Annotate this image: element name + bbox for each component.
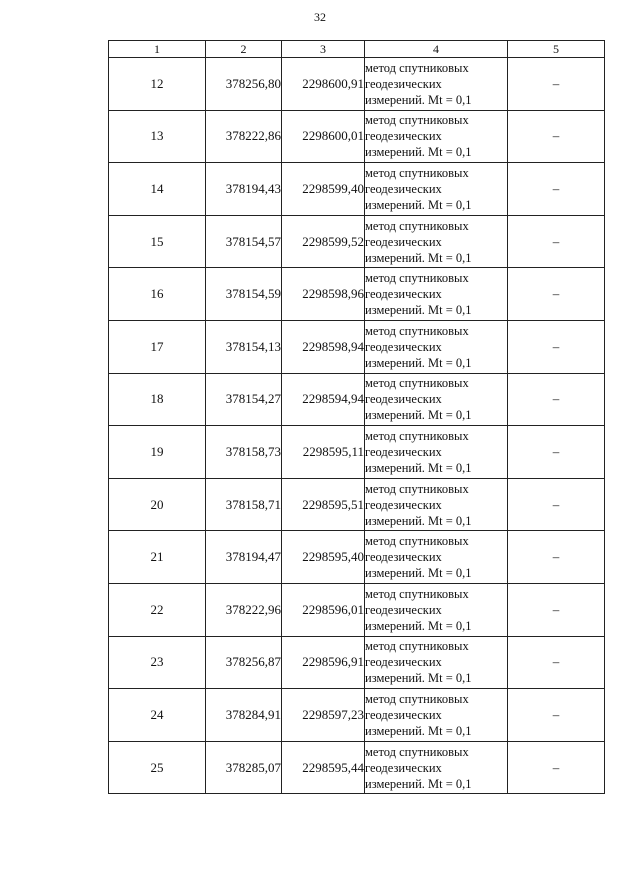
table-header-row [109, 41, 605, 58]
header-cell-1: 1 [109, 41, 206, 58]
point-number-cell: 15 [109, 215, 206, 268]
note-cell: – [508, 58, 605, 111]
method-line: метод спутниковых [365, 218, 469, 233]
coordinates-table-body [109, 41, 605, 794]
method-line: геодезических [365, 181, 442, 196]
y-coordinate-cell: 2298600,91 [282, 58, 365, 111]
point-number-cell: 16 [109, 268, 206, 321]
x-coordinate-cell: 378194,43 [206, 163, 282, 216]
y-coordinate-cell: 2298600,01 [282, 110, 365, 163]
y-coordinate-cell: 2298599,40 [282, 163, 365, 216]
method-cell [365, 320, 508, 373]
x-coordinate-cell: 378256,87 [206, 636, 282, 689]
method-cell [365, 268, 508, 321]
method-line: геодезических [365, 76, 442, 91]
method-line: измерений. Mt = 0,1 [365, 197, 472, 212]
table-row [109, 163, 605, 216]
method-line: метод спутниковых [365, 60, 469, 75]
x-coordinate-cell: 378222,86 [206, 110, 282, 163]
method-line: геодезических [365, 550, 442, 565]
y-coordinate-cell: 2298598,96 [282, 268, 365, 321]
x-coordinate-cell: 378154,27 [206, 373, 282, 426]
table-row [109, 373, 605, 426]
table-row [109, 741, 605, 794]
method-cell [365, 426, 508, 479]
method-cell [365, 531, 508, 584]
method-line: метод спутниковых [365, 165, 469, 180]
method-cell [365, 583, 508, 636]
method-line: геодезических [365, 129, 442, 144]
method-line: геодезических [365, 444, 442, 459]
method-line: измерений. Mt = 0,1 [365, 303, 472, 318]
point-number-cell: 13 [109, 110, 206, 163]
method-line: геодезических [365, 497, 442, 512]
y-coordinate-cell: 2298595,51 [282, 478, 365, 531]
table-row [109, 426, 605, 479]
method-line: геодезических [365, 234, 442, 249]
method-line: измерений. Mt = 0,1 [365, 145, 472, 160]
table-row [109, 689, 605, 742]
method-line: измерений. Mt = 0,1 [365, 460, 472, 475]
header-cell-5: 5 [508, 41, 605, 58]
table-row [109, 636, 605, 689]
method-line: геодезических [365, 602, 442, 617]
method-line: метод спутниковых [365, 534, 469, 549]
header-cell-2: 2 [206, 41, 282, 58]
method-cell [365, 478, 508, 531]
note-cell: – [508, 689, 605, 742]
point-number-cell: 23 [109, 636, 206, 689]
method-line: метод спутниковых [365, 481, 469, 496]
note-cell: – [508, 426, 605, 479]
method-line: измерений. Mt = 0,1 [365, 618, 472, 633]
method-line: измерений. Mt = 0,1 [365, 513, 472, 528]
method-line: измерений. Mt = 0,1 [365, 355, 472, 370]
y-coordinate-cell: 2298595,44 [282, 741, 365, 794]
note-cell: – [508, 215, 605, 268]
method-line: геодезических [365, 287, 442, 302]
point-number-cell: 22 [109, 583, 206, 636]
point-number-cell: 18 [109, 373, 206, 426]
method-cell [365, 163, 508, 216]
method-cell [365, 373, 508, 426]
table-row [109, 583, 605, 636]
note-cell: – [508, 373, 605, 426]
method-cell [365, 636, 508, 689]
x-coordinate-cell: 378284,91 [206, 689, 282, 742]
method-cell [365, 215, 508, 268]
note-cell: – [508, 320, 605, 373]
method-line: измерений. Mt = 0,1 [365, 671, 472, 686]
point-number-cell: 17 [109, 320, 206, 373]
method-line: измерений. Mt = 0,1 [365, 776, 472, 791]
method-cell [365, 741, 508, 794]
y-coordinate-cell: 2298594,94 [282, 373, 365, 426]
table-row [109, 215, 605, 268]
y-coordinate-cell: 2298596,01 [282, 583, 365, 636]
header-cell-3: 3 [282, 41, 365, 58]
method-line: измерений. Mt = 0,1 [365, 408, 472, 423]
x-coordinate-cell: 378222,96 [206, 583, 282, 636]
method-line: геодезических [365, 760, 442, 775]
method-line: метод спутниковых [365, 323, 469, 338]
note-cell: – [508, 268, 605, 321]
y-coordinate-cell: 2298597,23 [282, 689, 365, 742]
coordinates-table [108, 40, 605, 794]
method-line: геодезических [365, 707, 442, 722]
method-line: измерений. Mt = 0,1 [365, 92, 472, 107]
point-number-cell: 19 [109, 426, 206, 479]
point-number-cell: 25 [109, 741, 206, 794]
x-coordinate-cell: 378154,59 [206, 268, 282, 321]
note-cell: – [508, 583, 605, 636]
table-row [109, 478, 605, 531]
note-cell: – [508, 741, 605, 794]
x-coordinate-cell: 378194,47 [206, 531, 282, 584]
method-line: геодезических [365, 655, 442, 670]
method-line: геодезических [365, 392, 442, 407]
y-coordinate-cell: 2298595,11 [282, 426, 365, 479]
page-number: 32 [314, 10, 326, 24]
note-cell: – [508, 163, 605, 216]
x-coordinate-cell: 378285,07 [206, 741, 282, 794]
note-cell: – [508, 531, 605, 584]
method-line: измерений. Mt = 0,1 [365, 250, 472, 265]
point-number-cell: 20 [109, 478, 206, 531]
method-line: метод спутниковых [365, 113, 469, 128]
method-line: метод спутниковых [365, 376, 469, 391]
point-number-cell: 12 [109, 58, 206, 111]
method-cell [365, 110, 508, 163]
method-line: геодезических [365, 339, 442, 354]
point-number-cell: 21 [109, 531, 206, 584]
note-cell: – [508, 636, 605, 689]
x-coordinate-cell: 378154,57 [206, 215, 282, 268]
method-line: метод спутниковых [365, 691, 469, 706]
table-row [109, 58, 605, 111]
table-row [109, 320, 605, 373]
method-line: метод спутниковых [365, 428, 469, 443]
x-coordinate-cell: 378158,71 [206, 478, 282, 531]
y-coordinate-cell: 2298599,52 [282, 215, 365, 268]
point-number-cell: 14 [109, 163, 206, 216]
method-line: измерений. Mt = 0,1 [365, 566, 472, 581]
method-cell [365, 58, 508, 111]
method-line: метод спутниковых [365, 744, 469, 759]
method-line: метод спутниковых [365, 639, 469, 654]
x-coordinate-cell: 378256,80 [206, 58, 282, 111]
y-coordinate-cell: 2298598,94 [282, 320, 365, 373]
method-line: измерений. Mt = 0,1 [365, 723, 472, 738]
note-cell: – [508, 478, 605, 531]
y-coordinate-cell: 2298596,91 [282, 636, 365, 689]
method-line: метод спутниковых [365, 586, 469, 601]
method-line: метод спутниковых [365, 271, 469, 286]
table-row [109, 110, 605, 163]
x-coordinate-cell: 378154,13 [206, 320, 282, 373]
y-coordinate-cell: 2298595,40 [282, 531, 365, 584]
table-row [109, 531, 605, 584]
note-cell: – [508, 110, 605, 163]
header-cell-4: 4 [365, 41, 508, 58]
method-cell [365, 689, 508, 742]
table-row [109, 268, 605, 321]
point-number-cell: 24 [109, 689, 206, 742]
x-coordinate-cell: 378158,73 [206, 426, 282, 479]
